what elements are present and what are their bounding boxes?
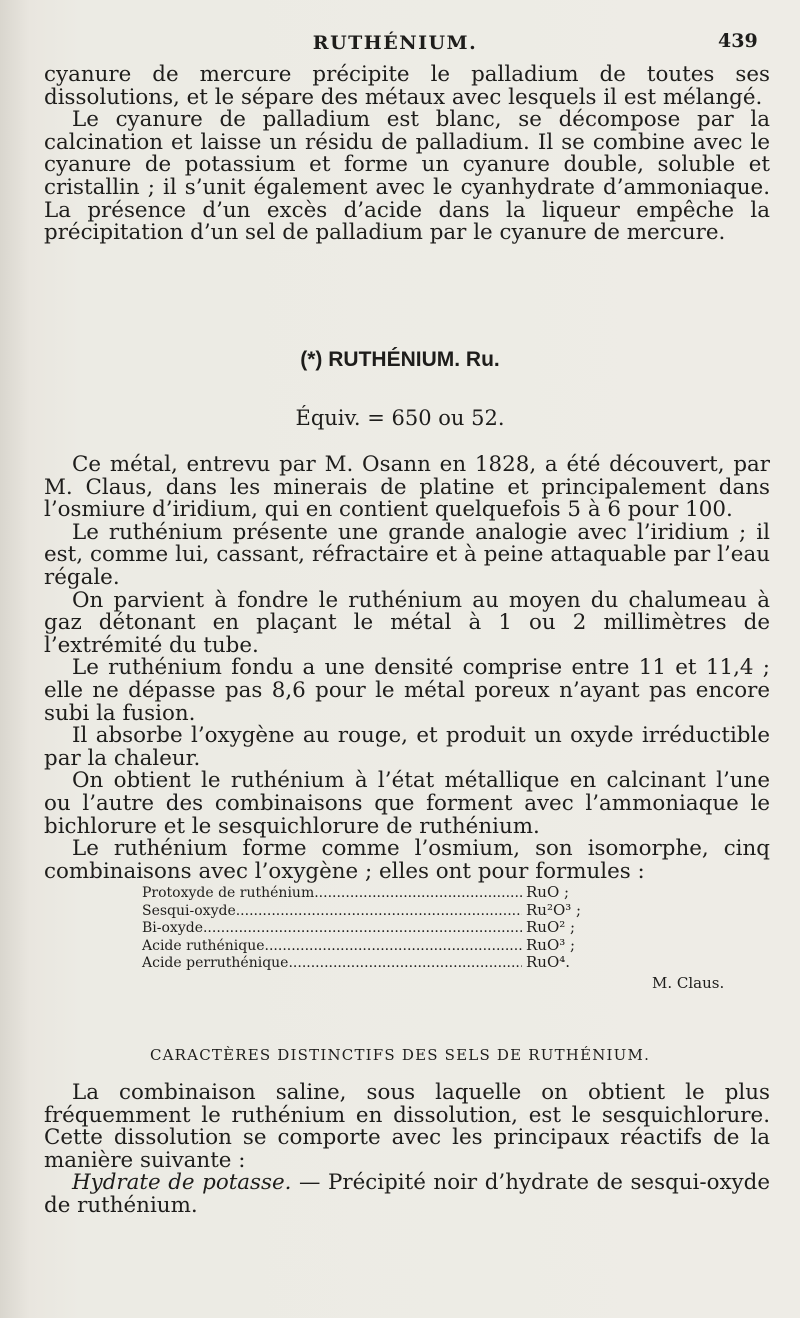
compound-name: Acide ruthénique bbox=[142, 937, 265, 954]
intro-text bbox=[44, 64, 770, 245]
page-header bbox=[0, 14, 800, 54]
paragraph: La combinaison saline, sous laquelle on obtient le plus fréquemment le ruthénium en dissolution, est le sesquichlorure. Cette dissolution se comporte avec les principaux réactifs de la manière suivante : bbox=[44, 1080, 770, 1173]
leader-dots bbox=[236, 903, 522, 920]
compound-name: Bi-oxyde bbox=[142, 920, 203, 937]
paragraph: On obtient le ruthénium à l’état métallique en calcinant l’une ou l’autre des combinaisons que forment avec l’ammoniaque le bichlorure et le sesquichlorure de ruthénium. bbox=[44, 768, 770, 839]
compound-name: Protoxyde de ruthénium bbox=[142, 885, 315, 901]
paragraph: Le cyanure de palladium est blanc, se décompose par la calcination et laisse un résidu de palladium. Il se combine avec le cyanure de potassium et forme un cyanure double, soluble et cristallin ; il s’unit également avec le cyanhydrate d’ammoniaque. La présence d’un excès d’acide dans la liqueur empêche la précipitation d’un sel de palladium par le cyanure de mercure. bbox=[44, 107, 770, 246]
ruthenium-description bbox=[44, 454, 770, 883]
paragraph: Le ruthénium forme comme l’osmium, son isomorphe, cinq combinaisons avec l’oxygène ; elles ont pour formules : bbox=[44, 836, 770, 884]
reagent-result: — Précipité noir d’hydrate de sesqui-oxyde de ruthénium. bbox=[44, 1170, 770, 1218]
salts-text bbox=[44, 1082, 770, 1218]
formula-list bbox=[142, 884, 602, 972]
formula-row bbox=[142, 919, 602, 937]
leader-dots bbox=[288, 955, 522, 972]
leader-dots bbox=[265, 938, 522, 955]
paragraph: On parvient à fondre le ruthénium au moyen du chalumeau à gaz détonant en plaçant le métal à 1 ou 2 millimètres de l’extrémité du tube. bbox=[44, 587, 770, 658]
formula-row bbox=[142, 902, 602, 920]
author-signature: M. Claus. bbox=[652, 974, 725, 992]
paragraph: cyanure de mercure précipite le palladium de toutes ses dissolutions, et le sépare des métaux avec lesquels il est mélangé. bbox=[44, 62, 770, 110]
formula-row bbox=[142, 937, 602, 955]
compound-formula: RuO³ ; bbox=[526, 935, 576, 954]
formula-row bbox=[142, 954, 602, 972]
compound-formula: Ru²O³ ; bbox=[526, 900, 582, 919]
salts-section-heading: CARACTÈRES DISTINCTIFS DES SELS DE RUTHÉNIUM. bbox=[149, 1046, 651, 1064]
compound-formula: RuO² ; bbox=[526, 918, 576, 937]
leader-dots bbox=[314, 885, 522, 902]
section-title: (*) RUTHÉNIUM. Ru. bbox=[300, 348, 500, 371]
reagent-paragraph bbox=[44, 1172, 770, 1217]
equivalent-line: Équiv. = 650 ou 52. bbox=[295, 406, 505, 430]
paragraph: Il absorbe l’oxygène au rouge, et produit un oxyde irréductible par la chaleur. bbox=[44, 723, 770, 771]
leader-dots bbox=[203, 920, 522, 937]
compound-formula: RuO ; bbox=[526, 883, 570, 901]
compound-name: Acide perruthénique bbox=[142, 955, 289, 972]
compound-name: Sesqui-oxyde bbox=[142, 902, 236, 919]
running-head: RUTHÉNIUM. bbox=[312, 32, 478, 54]
paragraph: Le ruthénium fondu a une densité comprise entre 11 et 11,4 ; elle ne dépasse pas 8,6 pour le métal poreux n’ayant pas encore subi la fusion. bbox=[44, 655, 770, 726]
reagent-term: Hydrate de potasse. bbox=[72, 1170, 292, 1196]
formula-row bbox=[142, 884, 602, 902]
compound-formula: RuO⁴. bbox=[526, 953, 571, 972]
paragraph: Le ruthénium présente une grande analogie avec l’iridium ; il est, comme lui, cassant, réfractaire et à peine attaquable par l’eau régale. bbox=[44, 519, 770, 590]
paragraph: Ce métal, entrevu par M. Osann en 1828, a été découvert, par M. Claus, dans les minerais de platine et principalement dans l’osmiure d’iridium, qui en contient quelquefois 5 à 6 pour 100. bbox=[44, 452, 770, 523]
page-number: 439 bbox=[718, 30, 758, 52]
